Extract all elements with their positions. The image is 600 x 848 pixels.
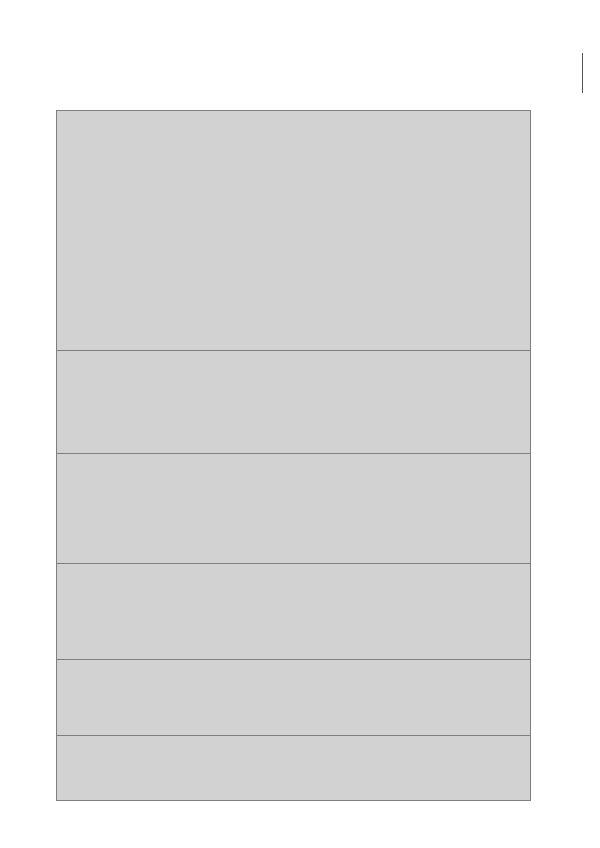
header-contraindicaciones <box>57 351 531 454</box>
suffix-notes <box>535 111 593 801</box>
pharmacology-table <box>56 110 531 801</box>
header-grupo <box>57 736 531 801</box>
suffix-header-underline <box>582 53 583 93</box>
header-accion <box>57 564 531 660</box>
header-ram <box>57 111 531 351</box>
header-indicaciones <box>57 454 531 564</box>
header-row <box>57 111 531 801</box>
header-mecanismo <box>57 660 531 736</box>
